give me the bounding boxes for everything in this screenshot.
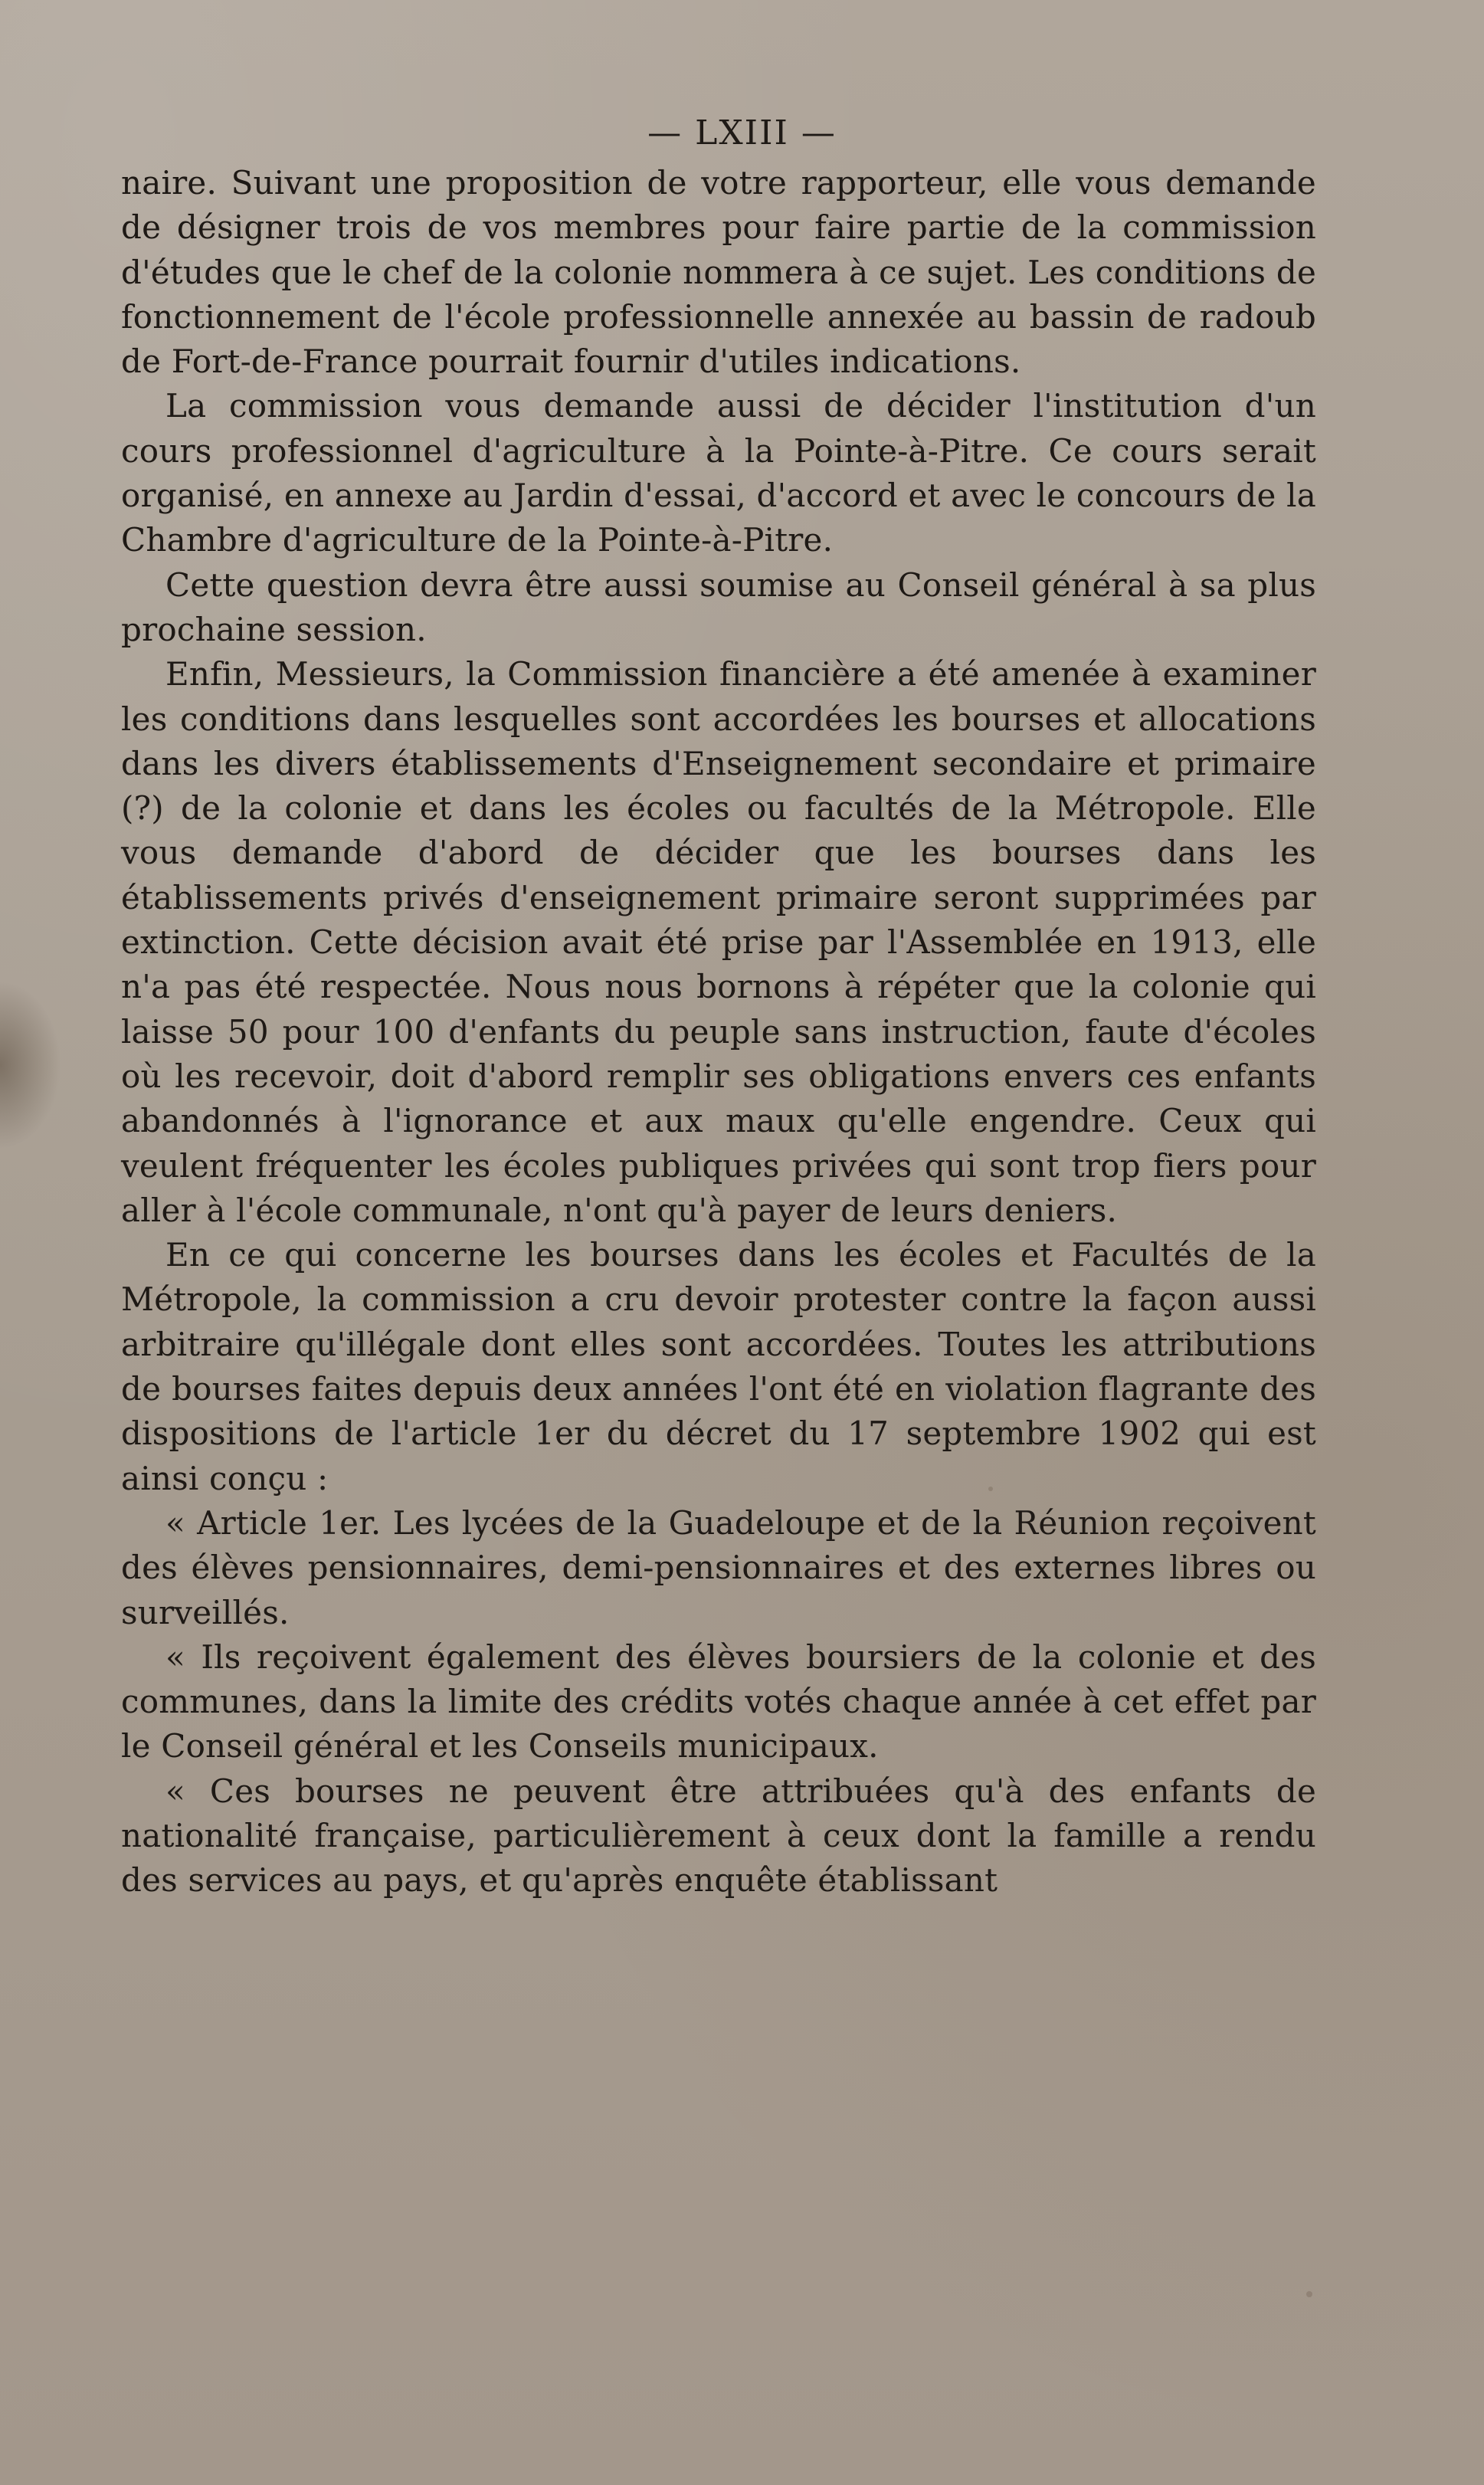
paragraph: naire. Suivant une proposition de votre rapporteur, elle vous demande de désigner trois de vos membres pour faire partie de la commission d'études que le chef de la colonie nommera à ce sujet. Les conditions de fonctionnement de l'école professionnelle annexée au bassin de radoub de Fort-de-France pourrait fournir d'utiles indications. — [121, 164, 1316, 381]
paragraph: En ce qui concerne les bourses dans les écoles et Facultés de la Métropole, la commission a cru devoir protester contre la façon aussi arbitraire qu'illégale dont elles sont accordées. Toutes les attributions de bourses faites depuis deux années l'ont été en violation flagrante des dispositions de l'article 1er du décret du 17 septembre 1902 qui est ainsi conçu : — [121, 1236, 1316, 1497]
body-text — [121, 161, 1316, 1903]
edge-smudge — [0, 981, 61, 1149]
paragraph: Enfin, Messieurs, la Commission financière a été amenée à examiner les conditions dans lesquelles sont accordées les bourses et allocations dans les divers établissements d'Enseignement secondaire et primaire (?) de la colonie et dans les écoles ou facultés de la Métropole. Elle vous demande d'abord de décider que les bourses dans les établissements privés d'enseignement primaire seront supprimées par extinction. Cette décision avait été prise par l'Assemblée en 1913, elle n'a pas été respectée. Nous nous bornons à répéter que la colonie qui laisse 50 pour 100 d'enfants du peuple sans instruction, faute d'écoles où les recevoir, doit d'abord remplir ses obligations envers ces enfants abandonnés à l'ignorance et aux maux qu'elle engendre. Ceux qui veulent fréquenter les écoles publiques privées qui sont trop fiers pour aller à l'école communale, n'ont qu'à payer de leurs deniers. — [121, 655, 1316, 1229]
paragraph: Cette question devra être aussi soumise au Conseil général à sa plus prochaine session. — [121, 566, 1316, 648]
quoted-article: « Article 1er. Les lycées de la Guadeloupe et de la Réunion reçoivent des élèves pensionnaires, demi-pensionnaires et des externes libres ou surveillés. — [121, 1503, 1316, 1631]
page-number-header: — LXIII — — [647, 113, 837, 152]
paper-stain — [1306, 2291, 1312, 2297]
quoted-article: « Ces bourses ne peuvent être attribuées qu'à des enfants de nationalité française, particulièrement à ceux dont la famille a rendu des services au pays, et qu'après enquête établissant — [121, 1772, 1316, 1900]
quoted-article: « Ils reçoivent également des élèves boursiers de la colonie et des communes, dans la limite des crédits votés chaque année à cet effet par le Conseil général et les Conseils municipaux. — [121, 1638, 1316, 1765]
paragraph: La commission vous demande aussi de décider l'institution d'un cours professionnel d'agriculture à la Pointe-à-Pitre. Ce cours serait organisé, en annexe au Jardin d'essai, d'accord et avec le concours de la Chambre d'agriculture de la Pointe-à-Pitre. — [121, 387, 1316, 559]
